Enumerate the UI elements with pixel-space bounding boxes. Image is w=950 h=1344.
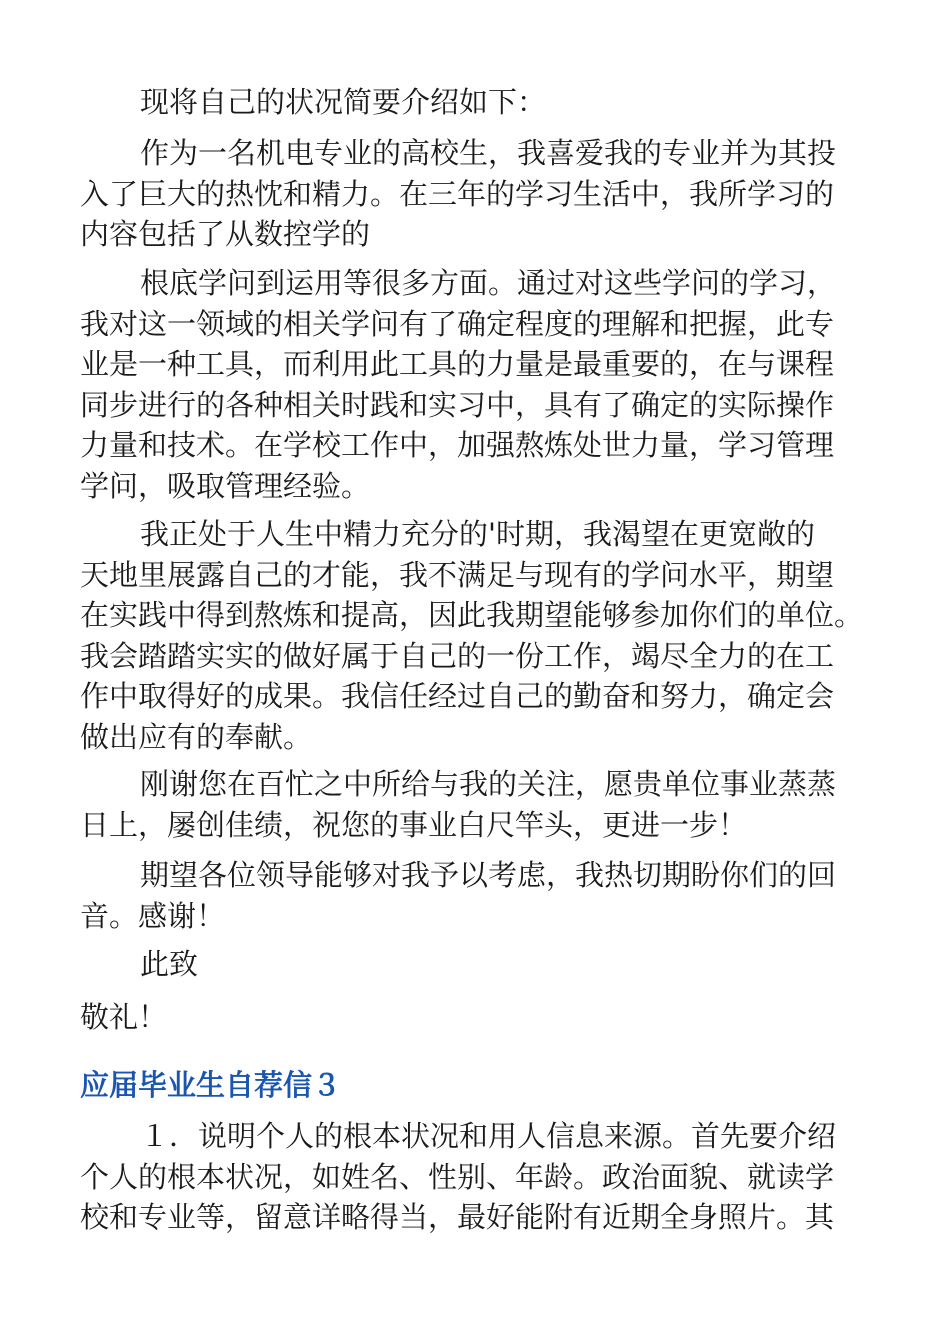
paragraph-aspiration bbox=[80, 514, 863, 757]
section-heading: 应届毕业生自荐信３ bbox=[80, 1070, 342, 1102]
text-line: 内容包括了从数控学的 bbox=[80, 217, 371, 251]
paragraph-intro bbox=[80, 82, 546, 123]
text-line: 作为一名机电专业的高校生，我喜爱我的专业并为其投 bbox=[140, 136, 837, 170]
closing-regards bbox=[80, 997, 167, 1038]
text-line: 业是一种工具，而利用此工具的力量是最重要的，在与课程 bbox=[80, 347, 835, 381]
text-line: 校和专业等，留意详略得当，最好能附有近期全身照片。其 bbox=[80, 1200, 835, 1234]
text-line: 个人的根本状况，如姓名、性别、年龄。政治面貌、就读学 bbox=[80, 1159, 835, 1194]
text-line: 在实践中得到熬炼和提高，因此我期望能够参加你们的单位。 bbox=[80, 598, 864, 632]
text-line: 此致 bbox=[140, 947, 199, 981]
text-line: 日上，屡创佳绩，祝您的事业白尺竿头，更进一步！ bbox=[80, 807, 748, 842]
text-line: 敬礼！ bbox=[80, 1000, 168, 1034]
paragraph-knowledge bbox=[80, 263, 836, 506]
text-line: 我对这一领域的相关学问有了确定程度的理解和把握，此专 bbox=[80, 306, 835, 341]
text-line: 我会踏踏实实的做好属于自己的一份工作，竭尽全力的在工 bbox=[80, 638, 835, 673]
text-line: 天地里展露自己的才能，我不满足与现有的学问水平，期望 bbox=[80, 557, 835, 592]
text-line: 刚谢您在百忙之中所给与我的关注，愿贵单位事业蒸蒸 bbox=[140, 767, 837, 801]
text-line: 学问，吸取管理经验。 bbox=[80, 468, 371, 503]
paragraph-thanks bbox=[80, 764, 836, 845]
text-line: １．说明个人的根本状况和用人信息来源。首先要介绍 bbox=[140, 1119, 837, 1153]
text-line: 音。感谢！ bbox=[80, 898, 226, 933]
text-line: 期望各位领导能够对我予以考虑，我热切期盼你们的回 bbox=[140, 858, 837, 892]
paragraph-major bbox=[80, 133, 836, 255]
text-line: 现将自己的状况简要介绍如下： bbox=[140, 85, 547, 119]
text-line: 力量和技术。在学校工作中，加强熬炼处世力量，学习管理 bbox=[80, 428, 835, 462]
text-line: 做出应有的奉献。 bbox=[80, 719, 313, 754]
text-line: 我正处于人生中精力充分的'时期，我渴望在更宽敞的 bbox=[140, 517, 815, 551]
text-line: 作中取得好的成果。我信任经过自己的勤奋和努力，确定会 bbox=[80, 679, 835, 713]
text-line: 入了巨大的热忱和精力。在三年的学习生活中，我所学习的 bbox=[80, 176, 835, 211]
text-line: 根底学问到运用等很多方面。通过对这些学问的学习， bbox=[140, 266, 837, 300]
paragraph-hope bbox=[80, 855, 836, 936]
section-3-body bbox=[80, 1116, 836, 1238]
text-line: 同步进行的各种相关时践和实习中，具有了确定的实际操作 bbox=[80, 387, 835, 422]
closing-salutation bbox=[80, 944, 198, 985]
